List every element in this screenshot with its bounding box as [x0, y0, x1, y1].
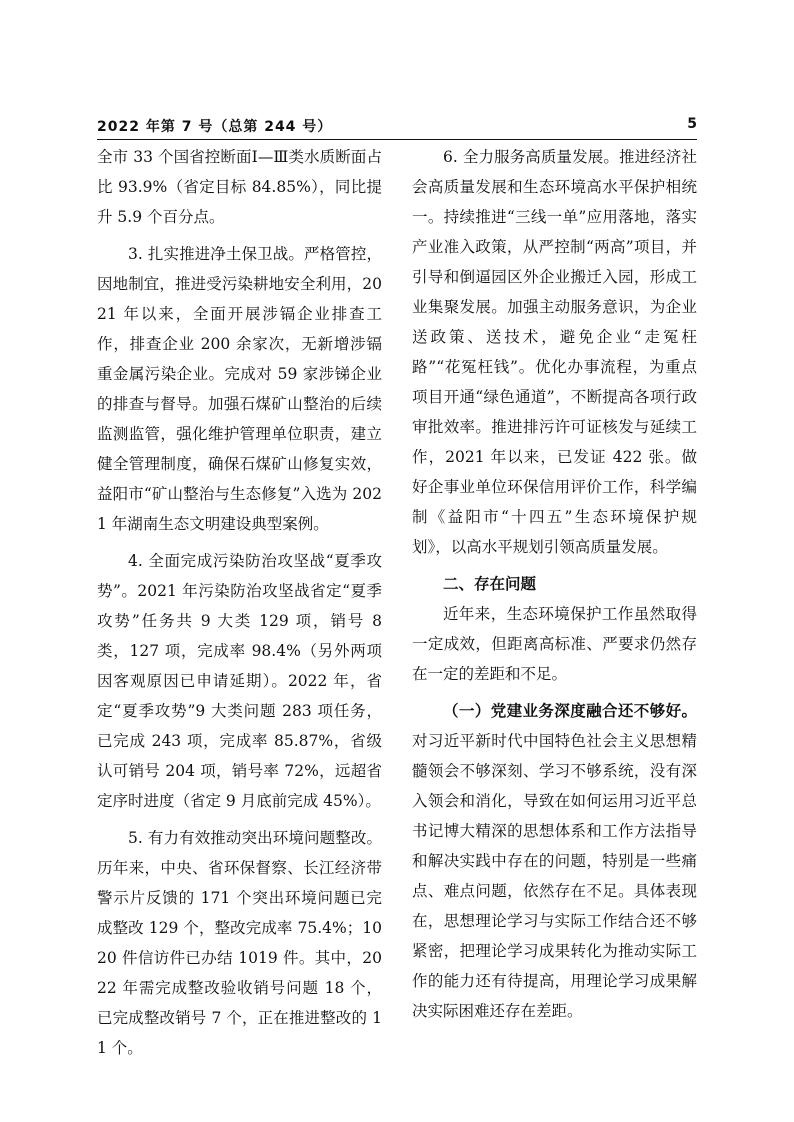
paragraph-soil: 3. 扎实推进净土保卫战。严格管控，因地制宜，推进受污染耕地安全利用，2021 年以来，全面开展涉镉企业排查工作，排查企业 200 余家次，无新增涉镉重金属污染企业。完成对 59 家涉锑企业的排查与督导。加强石煤矿山整治的后续监测监管，强化维护管理单位职责，建立健全管理制度，确保石煤矿山修复实效，益阳市“矿山整治与生态修复”入选为 2021 年湖南生态文明建设典型案例。	[97, 245, 382, 533]
paragraph-water-quality: 全市 33 个国省控断面Ⅰ—Ⅲ类水质断面占比 93.9%（省定目标 84.85%），同比提升 5.9 个百分点。	[97, 148, 382, 226]
page-header	[97, 116, 697, 138]
page-number: 5	[687, 116, 697, 132]
issue-label: 2022 年第 7 号（总第 244 号）	[97, 119, 333, 135]
paragraph-rectification: 5. 有力有效推动突出环境问题整改。历年来，中央、省环保督察、长江经济带警示片反馈的 171 个突出环境问题已完成整改 129 个，整改完成率 75.4%；1020 件信访件已办结 1019 件。其中，2022 年需完成整改验收销号问题 18 个，已完成整改销号 7 个，正在推进整改的 11 个。	[97, 829, 382, 1057]
paragraph-party-building	[412, 696, 697, 1026]
paragraph-summer-campaign: 4. 全面完成污染防治攻坚战“夏季攻势”。2021 年污染防治攻坚战省定“夏季攻势”任务共 9 大类 129 项，销号 8 类，127 项，完成率 98.4%（另外两项因客观原因已申请延期）。2022 年，省定“夏季攻势”9 大类问题 283 项任务，已完成 243 项，完成率 85.87%，省级认可销号 204 项，销号率 72%，远超省定序时进度（省定 9 月底前完成 45%）。	[97, 552, 382, 810]
sub-heading: （一）党建业务深度融合还不够好。	[443, 702, 697, 720]
section-heading: 二、存在问题	[443, 575, 537, 593]
right-column	[412, 142, 697, 1033]
paragraph-intro: 近年来，生态环境保护工作虽然取得一定成效，但距离高标准、严要求仍然存在一定的差距和不足。	[412, 605, 697, 683]
header-rule	[97, 139, 697, 140]
paragraph-service-development: 6. 全力服务高质量发展。推进经济社会高质量发展和生态环境高水平保护相统一。持续推进“三线一单”应用落地，落实产业准入政策，从严控制“两高”项目，并引导和倒逼园区外企业搬迁入园，形成工业集聚发展。加强主动服务意识，为企业送政策、送技术，避免企业“走冤枉路”“花冤枉钱”。优化办事流程，为重点项目开通“绿色通道”，不断提高各项行政审批效率。推进排污许可证核发与延续工作，2021 年以来，已发证 422 张。做好企事业单位环保信用评价工作，科学编制《益阳市“十四五”生态环境保护规划》，以高水平规划引领高质量发展。	[412, 148, 697, 556]
sub-heading-text: 对习近平新时代中国特色社会主义思想精髓领会不够深刻、学习不够系统，没有深入领会和消化，导致在如何运用习近平总书记博大精深的思想体系和工作方法指导和解决实践中存在的问题，特别是一些痛点、难点问题，依然存在不足。具体表现在，思想理论学习与实际工作结合还不够紧密，把理论学习成果转化为推动实际工作的能力还有待提高，用理论学习成果解决实际困难还存在差距。	[412, 732, 697, 1020]
left-column	[97, 142, 382, 1070]
